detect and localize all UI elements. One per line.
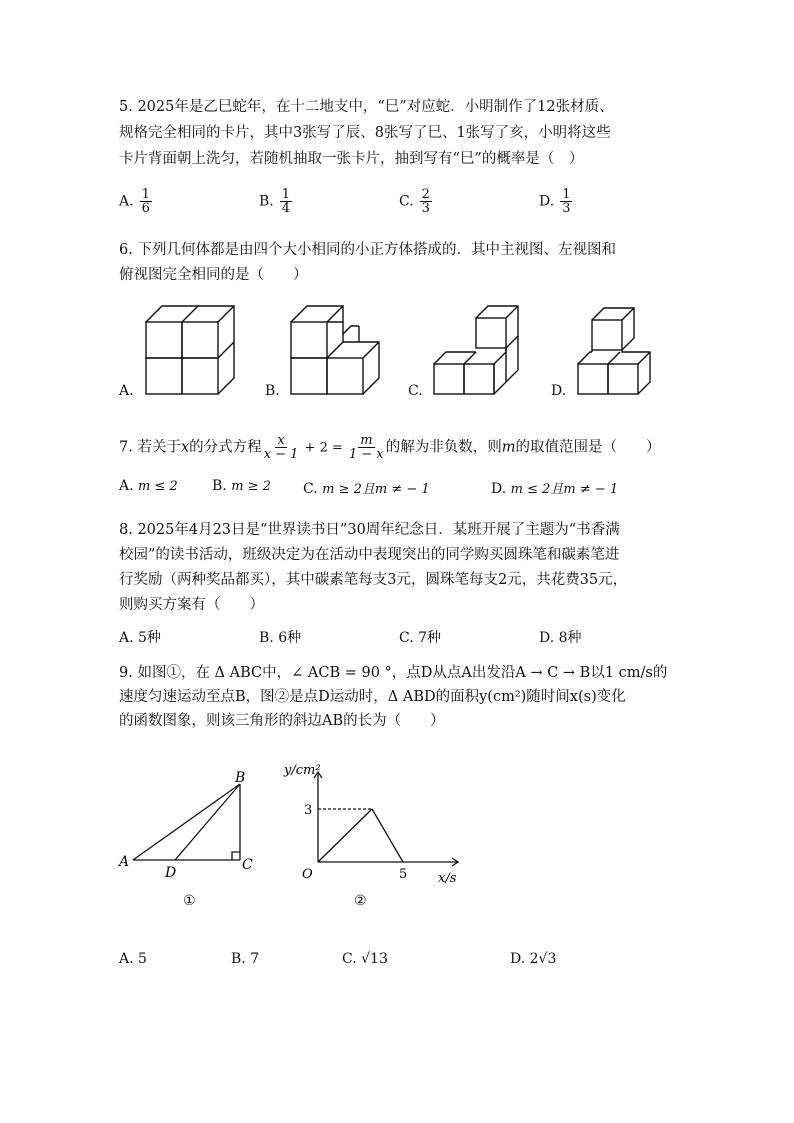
q5-option-a: A. $\frac{1}{6}$	[119, 187, 150, 216]
q9-option-d: D. 2√3	[510, 951, 557, 967]
label-c: C	[242, 857, 253, 873]
q8-option-a: A. 5种	[119, 630, 161, 646]
q8-line-1: 8. 2025年4月23日是“世界读书日”30周年纪念日．某班开展了主题为“书香满	[119, 522, 620, 538]
q5-line-3: 卡片背面朝上洗匀，若随机抽取一张卡片，抽到写有“巳”的概率是（ ）	[119, 151, 584, 167]
q5-option-b: B. $\frac{1}{4}$	[259, 187, 291, 216]
q9-figure-2-caption: ②	[354, 893, 367, 909]
q8-option-b: B. 6种	[259, 630, 302, 646]
q9-line-3: 的函数图象，则该三角形的斜边AB的长为（ ）	[119, 713, 445, 729]
q6-line-1: 6. 下列几何体都是由四个大小相同的小正方体搭成的．其中主视图、左视图和	[119, 242, 616, 258]
q5-line-1: 5. 2025年是乙巳蛇年，在十二地支中，“巳”对应蛇．小明制作了12张材质、	[119, 99, 614, 115]
graph-y-label: y/cm²	[284, 763, 321, 778]
label-a: A	[119, 854, 130, 870]
q9-figure-1-caption: ①	[183, 893, 196, 909]
q9-figure-graph	[284, 758, 470, 888]
q6-figure-c	[428, 300, 538, 400]
q6-line-2: 俯视图完全相同的是（ ）	[119, 267, 308, 283]
q9-line-2: 速度匀速运动至点B，图②是点D运动时，Δ ABD的面积y(cm²)随时间x(s)变化	[119, 689, 626, 705]
graph-x-label: x/s	[438, 871, 457, 886]
q6-figure-a	[140, 300, 240, 400]
q5-line-2: 规格完全相同的卡片，其中3张写了辰、8张写了巳、1张写了亥，小明将这些	[119, 125, 611, 141]
q7-option-c: C. m ≥ 2且m ≠ − 1	[303, 481, 430, 497]
graph-origin: O	[302, 867, 313, 882]
q8-line-4: 则购买方案有（ ）	[119, 597, 264, 613]
q9-line-1: 9. 如图①，在 Δ ABC中，∠ ACB = 90 °，点D从点A出发沿A → C → B以1 cm/s的	[119, 665, 668, 681]
graph-y-tick: 3	[304, 803, 313, 818]
label-b: B	[235, 770, 246, 786]
q6-figure-d	[572, 300, 672, 400]
q9-option-a: A. 5	[119, 951, 147, 967]
q6-option-c: C.	[408, 383, 423, 399]
q6-option-a: A.	[119, 383, 134, 399]
q5-option-d: D. $\frac{1}{3}$	[539, 187, 571, 216]
q8-option-d: D. 8种	[539, 630, 582, 646]
q7-stem: 7. 若关于x的分式方程 $\frac{x}{x - 1}$ + 2 = $\frac{m}{1 - x}$ 的解为非负数，则m的取值范围是（ ）	[119, 433, 661, 462]
q7-option-b: B. m ≥ 2	[212, 478, 271, 494]
q8-line-3: 行奖励（两种奖品都买），其中碳素笔每支3元，圆珠笔每支2元，共花费35元，	[119, 572, 628, 588]
q7-option-d: D. m ≤ 2且m ≠ − 1	[491, 481, 619, 497]
q7-option-a: A. m ≤ 2	[119, 478, 178, 494]
q5-option-c: C. $\frac{2}{3}$	[399, 187, 430, 216]
q9-figure-triangle	[115, 770, 265, 880]
q8-line-2: 校园”的读书活动，班级决定为在活动中表现突出的同学购买圆珠笔和碳素笔进	[119, 547, 620, 563]
q8-option-c: C. 7种	[399, 630, 442, 646]
label-d: D	[165, 865, 177, 881]
q6-option-b: B.	[265, 383, 280, 399]
q6-figure-b	[285, 300, 395, 400]
q9-option-b: B. 7	[231, 951, 260, 967]
q9-option-c: C. √13	[342, 951, 388, 967]
graph-x-tick: 5	[399, 867, 408, 882]
q6-option-d: D.	[551, 383, 567, 399]
